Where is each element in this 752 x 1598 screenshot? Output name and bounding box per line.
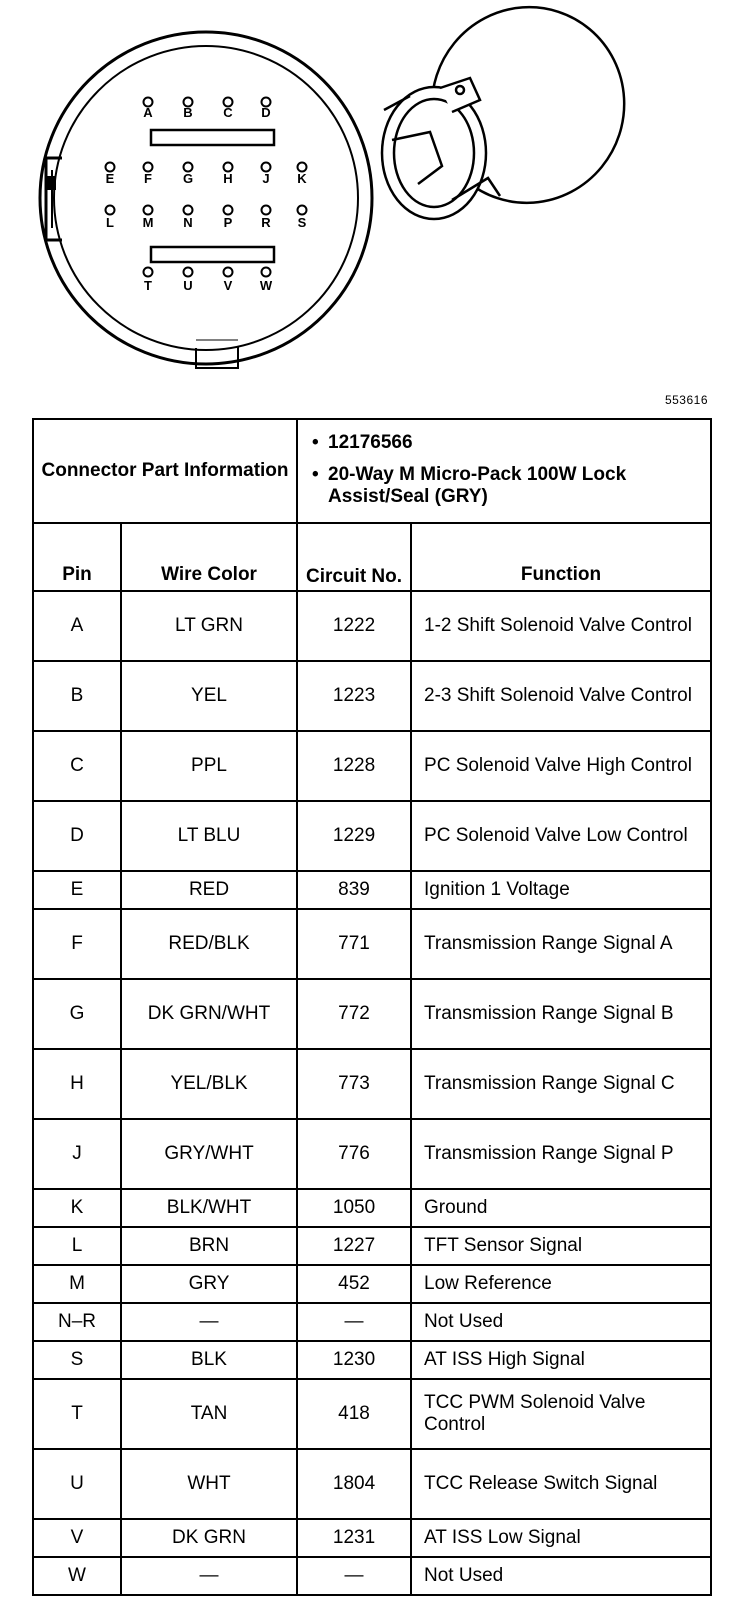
circuit-cell: 771	[297, 909, 411, 979]
pin-label: M	[142, 215, 154, 230]
circuit-cell: 1228	[297, 731, 411, 801]
pin-label: V	[223, 278, 233, 293]
connector-info-row	[33, 419, 711, 523]
table-body	[33, 591, 711, 1595]
circuit-cell: —	[297, 1557, 411, 1595]
table-row	[33, 661, 711, 731]
wire-color-cell: —	[121, 1557, 297, 1595]
pin-cell: M	[33, 1265, 121, 1303]
circuit-cell: 1230	[297, 1341, 411, 1379]
function-cell: Not Used	[411, 1557, 711, 1595]
wire-color-cell: BRN	[121, 1227, 297, 1265]
function-cell: PC Solenoid Valve Low Control	[411, 801, 711, 871]
table-row	[33, 871, 711, 909]
pin-layer	[106, 98, 308, 294]
pin-label: D	[261, 105, 271, 120]
wire-color-cell: DK GRN/WHT	[121, 979, 297, 1049]
wire-color-cell: PPL	[121, 731, 297, 801]
wire-color-cell: —	[121, 1303, 297, 1341]
function-cell: 1-2 Shift Solenoid Valve Control	[411, 591, 711, 661]
table-row	[33, 1303, 711, 1341]
wire-color-cell: RED/BLK	[121, 909, 297, 979]
pin-cell: S	[33, 1341, 121, 1379]
pin-cell: H	[33, 1049, 121, 1119]
table-row	[33, 731, 711, 801]
connector-table	[32, 418, 712, 1596]
circuit-cell: 1227	[297, 1227, 411, 1265]
wire-color-cell: TAN	[121, 1379, 297, 1449]
wire-color-cell: YEL/BLK	[121, 1049, 297, 1119]
table-row	[33, 1341, 711, 1379]
wire-color-cell: RED	[121, 871, 297, 909]
pin-cavity	[144, 268, 153, 277]
table-row	[33, 1449, 711, 1519]
wire-color-cell: BLK	[121, 1341, 297, 1379]
header-circuit: Circuit No.	[297, 523, 411, 591]
wire-color-cell: WHT	[121, 1449, 297, 1519]
pin-cell: T	[33, 1379, 121, 1449]
figure-id: 553616	[664, 393, 708, 407]
pin-cavity	[106, 206, 115, 215]
mating-connector	[382, 0, 650, 228]
pin-label: U	[183, 278, 193, 293]
circuit-cell: 773	[297, 1049, 411, 1119]
pin-cell: N–R	[33, 1303, 121, 1341]
header-row	[33, 523, 711, 591]
pin-label: E	[105, 171, 115, 186]
pin-cell: K	[33, 1189, 121, 1227]
function-cell: TFT Sensor Signal	[411, 1227, 711, 1265]
pin-cell: W	[33, 1557, 121, 1595]
function-cell: AT ISS Low Signal	[411, 1519, 711, 1557]
circuit-cell: 772	[297, 979, 411, 1049]
pin-cavity	[298, 206, 307, 215]
circuit-cell: 839	[297, 871, 411, 909]
pin-cell: L	[33, 1227, 121, 1265]
function-cell: TCC Release Switch Signal	[411, 1449, 711, 1519]
pin-label: F	[144, 171, 152, 186]
pin-label: H	[223, 171, 233, 186]
table-row	[33, 591, 711, 661]
circuit-cell: 1229	[297, 801, 411, 871]
pin-cavity	[262, 206, 271, 215]
function-cell: Transmission Range Signal B	[411, 979, 711, 1049]
pin-cell: F	[33, 909, 121, 979]
function-cell: Low Reference	[411, 1265, 711, 1303]
pin-cell: D	[33, 801, 121, 871]
table-row	[33, 1119, 711, 1189]
pin-cell: V	[33, 1519, 121, 1557]
circuit-cell: 1231	[297, 1519, 411, 1557]
pin-label: B	[183, 105, 193, 120]
pin-label: R	[261, 215, 271, 230]
wire-color-cell: GRY	[121, 1265, 297, 1303]
pin-cell: B	[33, 661, 121, 731]
table-row	[33, 1379, 711, 1449]
table-row	[33, 801, 711, 871]
circuit-cell: 1050	[297, 1189, 411, 1227]
pin-cavity	[224, 206, 233, 215]
circuit-cell: —	[297, 1303, 411, 1341]
function-cell: Transmission Range Signal A	[411, 909, 711, 979]
pin-cell: J	[33, 1119, 121, 1189]
wire-color-cell: GRY/WHT	[121, 1119, 297, 1189]
connector-diagram	[0, 0, 752, 395]
function-cell: Not Used	[411, 1303, 711, 1341]
pin-label: K	[297, 171, 307, 186]
circuit-cell: 418	[297, 1379, 411, 1449]
circuit-cell: 452	[297, 1265, 411, 1303]
pin-label: S	[297, 215, 307, 230]
pin-label: C	[223, 105, 233, 120]
pin-label: W	[259, 278, 273, 293]
circuit-cell: 1222	[297, 591, 411, 661]
connector-info-title: Connector Part Information	[33, 419, 297, 523]
pin-cavity	[144, 206, 153, 215]
function-cell: Transmission Range Signal P	[411, 1119, 711, 1189]
table-row	[33, 1519, 711, 1557]
pin-cell: U	[33, 1449, 121, 1519]
table-row	[33, 1189, 711, 1227]
table-row	[33, 1265, 711, 1303]
pin-label: G	[182, 171, 194, 186]
pin-label: A	[143, 105, 153, 120]
pin-label: J	[262, 171, 270, 186]
pin-label: L	[106, 215, 114, 230]
wire-color-cell: LT BLU	[121, 801, 297, 871]
function-cell: TCC PWM Solenoid Valve Control	[411, 1379, 711, 1449]
circuit-cell: 776	[297, 1119, 411, 1189]
connector-face	[40, 32, 372, 368]
wire-color-cell: BLK/WHT	[121, 1189, 297, 1227]
table-row	[33, 979, 711, 1049]
pin-label: N	[183, 215, 193, 230]
function-cell: 2-3 Shift Solenoid Valve Control	[411, 661, 711, 731]
pin-cavity	[262, 268, 271, 277]
function-cell: AT ISS High Signal	[411, 1341, 711, 1379]
pin-label: T	[144, 278, 152, 293]
wire-color-cell: DK GRN	[121, 1519, 297, 1557]
table-row	[33, 1227, 711, 1265]
function-cell: Ground	[411, 1189, 711, 1227]
pin-cavity	[224, 268, 233, 277]
wire-color-cell: LT GRN	[121, 591, 297, 661]
wire-color-cell: YEL	[121, 661, 297, 731]
pin-cell: C	[33, 731, 121, 801]
pin-cavity	[184, 268, 193, 277]
pin-label: P	[223, 215, 233, 230]
circuit-cell: 1223	[297, 661, 411, 731]
header-pin: Pin	[33, 523, 121, 591]
pin-cell: A	[33, 591, 121, 661]
table-row	[33, 1557, 711, 1595]
table-row	[33, 909, 711, 979]
pin-cell: E	[33, 871, 121, 909]
pin-cell: G	[33, 979, 121, 1049]
pin-cavity	[184, 206, 193, 215]
function-cell: PC Solenoid Valve High Control	[411, 731, 711, 801]
circuit-cell: 1804	[297, 1449, 411, 1519]
header-wire-color: Wire Color	[121, 523, 297, 591]
function-cell: Transmission Range Signal C	[411, 1049, 711, 1119]
connector-info-item: • 20-Way M Micro-Pack 100W Lock Assist/Seal (GRY)	[312, 464, 702, 508]
connector-info-list	[297, 419, 711, 523]
function-cell: Ignition 1 Voltage	[411, 871, 711, 909]
connector-info-item: • 12176566	[312, 432, 702, 454]
table-row	[33, 1049, 711, 1119]
header-function: Function	[411, 523, 711, 591]
